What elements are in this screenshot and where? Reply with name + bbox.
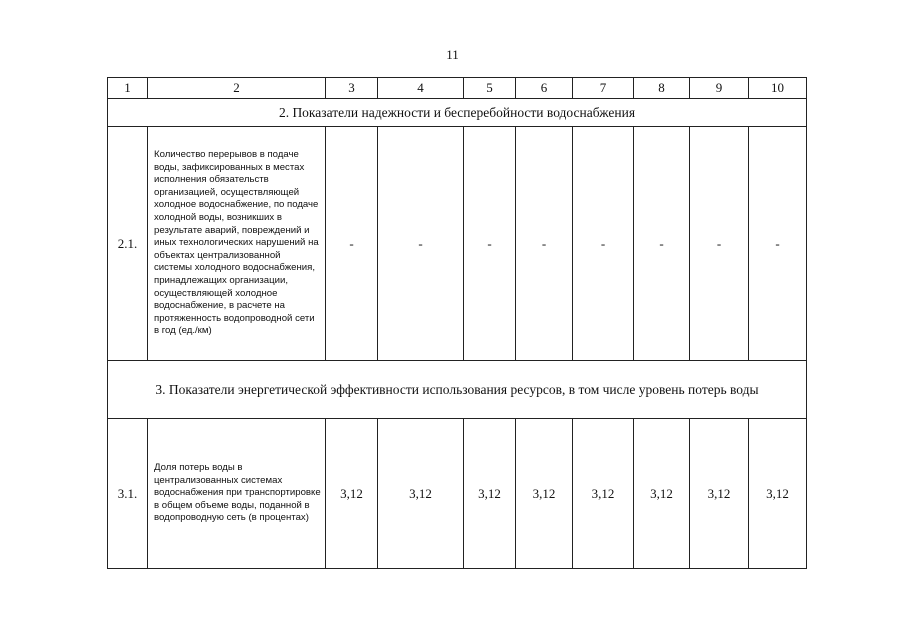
value-cell: 3,12: [464, 419, 516, 569]
value-cell: -: [749, 127, 807, 361]
value-cell: -: [573, 127, 634, 361]
column-header: 9: [690, 78, 749, 99]
value-cell: 3,12: [326, 419, 378, 569]
section-title: 2. Показатели надежности и бесперебойности водоснабжения: [108, 99, 807, 127]
value-cell: 3,12: [690, 419, 749, 569]
column-number-row: [108, 78, 807, 99]
column-header: 7: [573, 78, 634, 99]
value-cell: -: [464, 127, 516, 361]
column-header: 5: [464, 78, 516, 99]
indicators-table: [107, 77, 807, 569]
value-cell: 3,12: [573, 419, 634, 569]
page-number: 11: [446, 47, 459, 62]
value-cell: -: [326, 127, 378, 361]
column-header: 3: [326, 78, 378, 99]
row-description: Количество перерывов в подаче воды, зафиксированных в местах исполнения обязательств организацией, осуществляющей холодное водоснабжение, по подаче холодной воды, возникших в результате аварий, повреждений и иных технологических нарушений на объектах централизованной системы холодного водоснабжения, принадлежащих организации, осуществляющей холодное водоснабжение, в расчете на протяженность водопроводной сети в год (ед./км): [148, 127, 326, 361]
section-row: [108, 361, 807, 419]
table-row: [108, 419, 807, 569]
value-cell: -: [634, 127, 690, 361]
section-row: [108, 99, 807, 127]
section-title: 3. Показатели энергетической эффективности использования ресурсов, в том числе уровень потерь воды: [108, 361, 807, 419]
value-cell: 3,12: [634, 419, 690, 569]
value-cell: -: [378, 127, 464, 361]
row-number: 2.1.: [108, 127, 148, 361]
value-cell: -: [690, 127, 749, 361]
column-header: 8: [634, 78, 690, 99]
column-header: 2: [148, 78, 326, 99]
column-header: 10: [749, 78, 807, 99]
column-header: 4: [378, 78, 464, 99]
table-row: [108, 127, 807, 361]
row-number: 3.1.: [108, 419, 148, 569]
value-cell: 3,12: [378, 419, 464, 569]
row-description: Доля потерь воды в централизованных системах водоснабжения при транспортировке в общем объеме воды, поданной в водопроводную сеть (в процентах): [148, 419, 326, 569]
value-cell: 3,12: [516, 419, 573, 569]
value-cell: -: [516, 127, 573, 361]
column-header: 6: [516, 78, 573, 99]
value-cell: 3,12: [749, 419, 807, 569]
column-header: 1: [108, 78, 148, 99]
